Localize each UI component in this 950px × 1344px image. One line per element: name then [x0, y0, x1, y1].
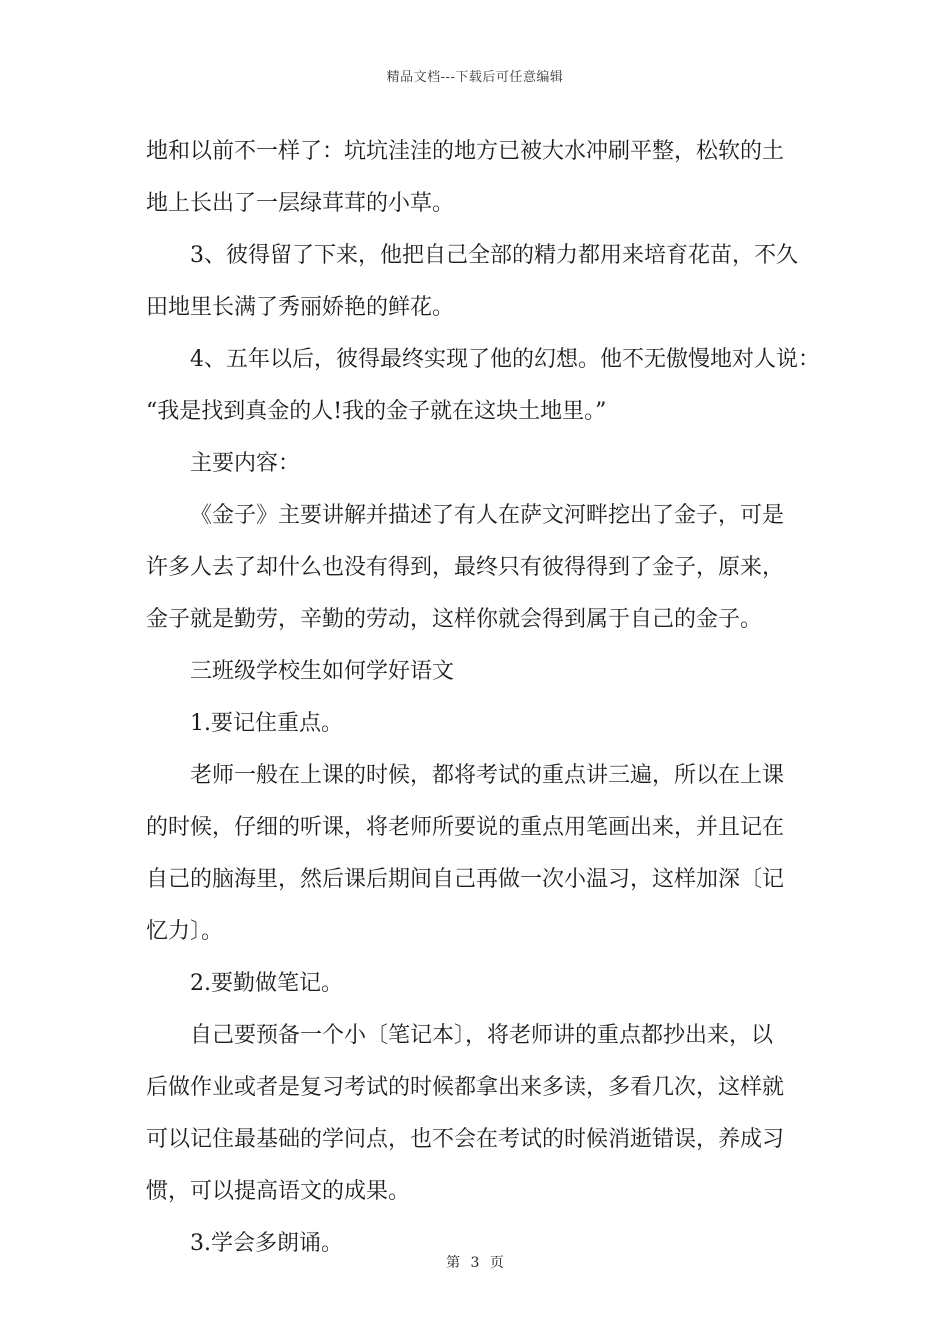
text-line: 可以记住最基础的学问点，也不会在考试的时候消逝错误，养成习 — [146, 1127, 785, 1152]
text-line: 2.要勤做笔记。 — [190, 971, 343, 996]
text-line: 田地里长满了秀丽娇艳的鲜花。 — [146, 295, 455, 320]
text-line: 自己要预备一个小〔笔记本〕，将老师讲的重点都抄出来，以 — [190, 1023, 774, 1048]
text-line: 地和以前不一样了：坑坑洼洼的地方已被大水冲刷平整，松软的土 — [146, 139, 785, 164]
text-line: 自己的脑海里，然后课后期间自己再做一次小温习，这样加深〔记 — [146, 867, 785, 892]
text-line: 主要内容： — [190, 451, 301, 476]
page-number-prefix: 第 — [446, 1255, 461, 1271]
text-line: 忆力〕。 — [146, 919, 224, 944]
text-line: 三班级学校生如何学好语文 — [190, 659, 455, 684]
page-number-suffix: 页 — [489, 1255, 504, 1271]
page-number: 3 — [470, 1255, 480, 1271]
text-line: 惯，可以提高语文的成果。 — [146, 1179, 411, 1204]
document-body — [146, 130, 820, 1274]
text-line: 3、彼得留了下来，他把自己全部的精力都用来培育花苗，不久 — [190, 243, 798, 268]
text-line: 《金子》主要讲解并描述了有人在萨文河畔挖出了金子，可是 — [190, 503, 785, 528]
page-header: 精品文档---下载后可任意编辑 — [386, 70, 564, 85]
text-line: 的时候，仔细的听课，将老师所要说的重点用笔画出来，并且记在 — [146, 815, 785, 840]
text-line: 4、五年以后，彼得最终实现了他的幻想。他不无傲慢地对人说： — [190, 347, 820, 372]
text-line: 后做作业或者是复习考试的时候都拿出来多读，多看几次，这样就 — [146, 1075, 785, 1100]
text-line: 地上长出了一层绿茸茸的小草。 — [146, 191, 455, 216]
text-line: 老师一般在上课的时候，都将考试的重点讲三遍，所以在上课 — [190, 763, 785, 788]
text-line: 金子就是勤劳，辛勤的劳动，这样你就会得到属于自己的金子。 — [146, 607, 763, 632]
text-line: 许多人去了却什么也没有得到，最终只有彼得得到了金子，原来， — [146, 555, 785, 580]
page-footer — [0, 1252, 950, 1272]
text-line: 1.要记住重点。 — [190, 711, 343, 736]
text-line: “我是找到真金的人!我的金子就在这块土地里。” — [146, 399, 607, 424]
text-line: 3.学会多朗诵。 — [190, 1231, 343, 1256]
